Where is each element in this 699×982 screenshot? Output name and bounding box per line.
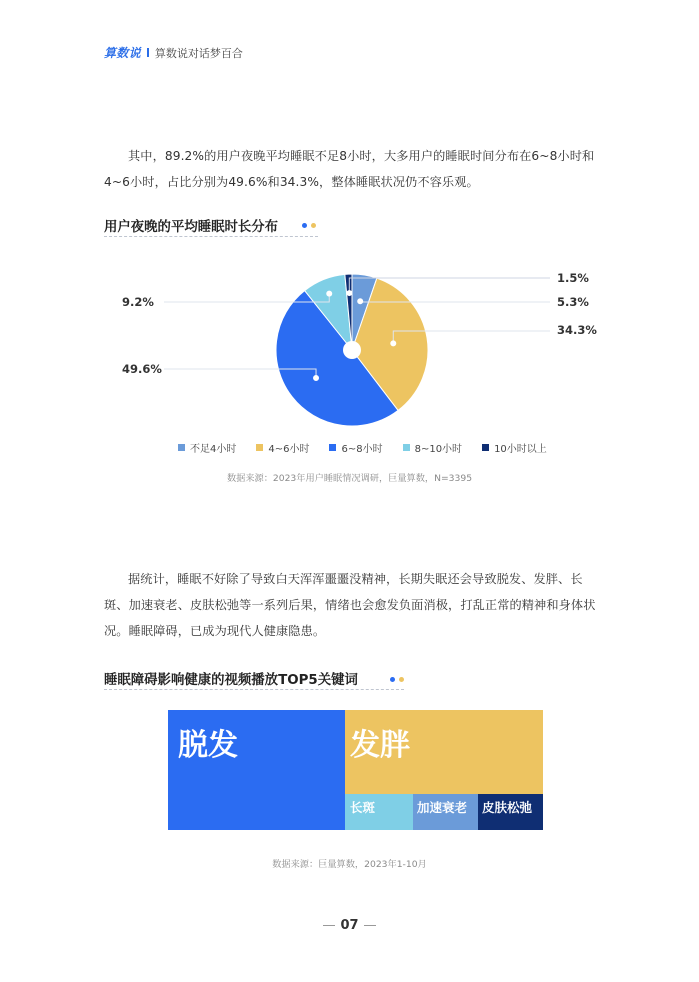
treemap-cell-hair-loss: 脱发 <box>168 710 345 830</box>
pie-center-hole <box>343 341 361 359</box>
legend-item-6-8h <box>329 440 382 455</box>
paragraph-sleep-summary: 其中，89.2%的用户夜晚平均睡眠不足8小时，大多用户的睡眠时间分布在6~8小时和4~6小时，占比分别为49.6%和34.3%，整体睡眠状况仍不容乐观。 <box>104 149 595 189</box>
section-title-top5-keywords: 睡眠障碍影响健康的视频播放TOP5关键词 <box>104 673 358 688</box>
leader-anchor-dot <box>327 291 332 296</box>
legend-swatch <box>178 444 185 451</box>
leader-anchor-dot <box>347 291 352 296</box>
treemap-cell-spots: 长斑 <box>345 794 413 830</box>
source-note-survey: 数据来源：2023年用户睡眠情况调研，巨量算数，N=3395 <box>226 473 473 484</box>
legend-item-4-6h <box>256 440 309 455</box>
section-title-sleep-distribution: 用户夜晚的平均睡眠时长分布 <box>104 220 279 235</box>
legend-label: 8~10小时 <box>414 444 463 455</box>
legend-swatch <box>403 444 410 451</box>
treemap-cell-skin-sagging: 皮肤松弛 <box>478 794 543 830</box>
page-number-dash-left <box>323 925 335 926</box>
source-note-juliang: 数据来源：巨量算数，2023年1-10月 <box>272 859 427 870</box>
pie-label-4-6h: 34.3% <box>557 323 597 337</box>
legend-swatch <box>256 444 263 451</box>
legend-item-under-4h <box>178 440 236 455</box>
section-title-underline <box>104 689 404 690</box>
legend-item-8-10h <box>403 440 462 455</box>
leader-anchor-dot <box>391 341 396 346</box>
legend-item-over-10h <box>482 440 547 455</box>
legend-label: 6~8小时 <box>341 444 383 455</box>
page-number-value: 07 <box>340 918 359 933</box>
legend-label: 4~6小时 <box>268 444 310 455</box>
pie-label-6-8h: 49.6% <box>122 362 162 376</box>
paragraph-insomnia-effects: 据统计，睡眠不好除了导致白天浑浑噩噩没精神，长期失眠还会导致脱发、发胖、长斑、加速衰老、皮肤松弛等一系列后果，情绪也会愈发负面消极，打乱正常的精神和身体状况。睡眠障碍，已成为现代人健康隐患。 <box>104 572 596 638</box>
legend-swatch <box>482 444 489 451</box>
brand-logo: 算数说 <box>104 46 141 60</box>
header-title: 算数说对话梦百合 <box>154 46 243 60</box>
legend-label: 10小时以上 <box>494 444 547 455</box>
treemap-cell-weight-gain: 发胖 <box>345 710 543 794</box>
sleep-duration-pie-chart <box>0 0 699 440</box>
legend-label: 不足4小时 <box>190 444 237 455</box>
pie-label-8-10h: 9.2% <box>122 295 154 309</box>
page-number-dash-right <box>364 925 376 926</box>
treemap-cell-aging: 加速衰老 <box>413 794 478 830</box>
decor-dot-blue <box>390 677 395 682</box>
page-number <box>0 918 699 933</box>
pie-label-under-4h: 5.3% <box>557 295 589 309</box>
pie-label-over-10h: 1.5% <box>557 271 589 285</box>
leader-anchor-dot <box>314 376 319 381</box>
leader-anchor-dot <box>358 299 363 304</box>
pie-legend <box>178 440 567 455</box>
legend-swatch <box>329 444 336 451</box>
decor-dot-yellow <box>399 677 404 682</box>
